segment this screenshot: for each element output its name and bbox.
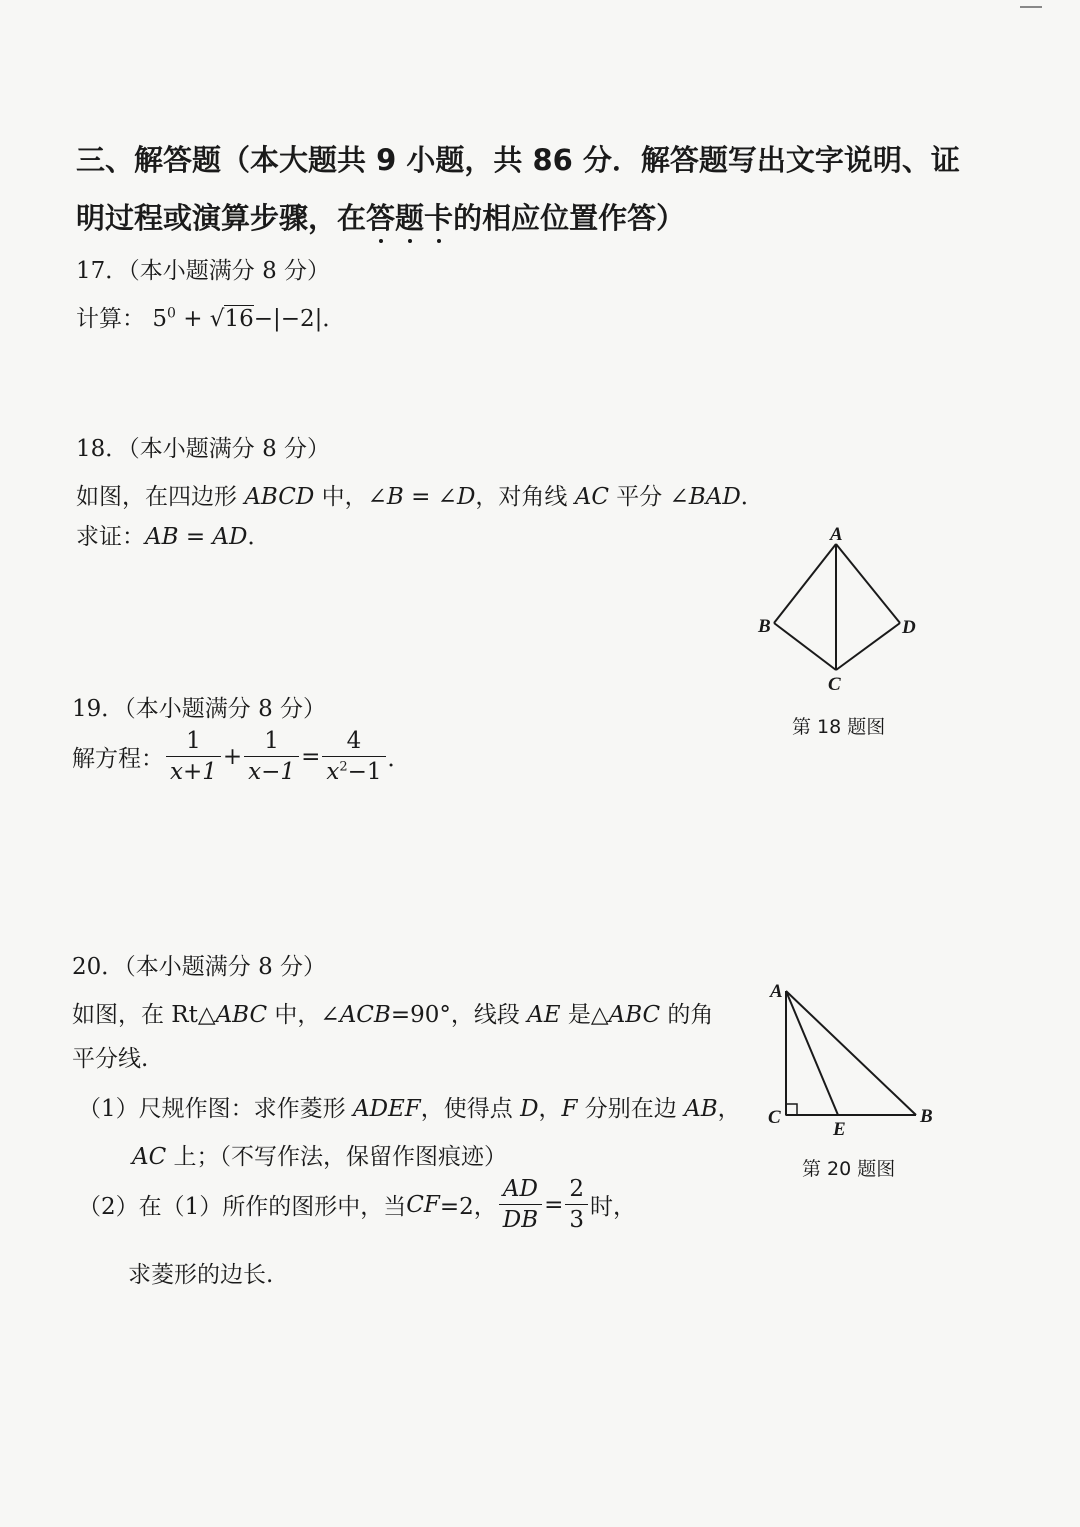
section-heading-text-a: 明过程或演算步骤，在	[76, 201, 367, 235]
q20-part2	[78, 1176, 636, 1233]
numerator: 1	[264, 728, 279, 754]
label-d: D	[902, 617, 916, 638]
q20-fraction-2-3	[565, 1176, 588, 1233]
q19-fraction-3	[322, 728, 385, 785]
q20-figure	[760, 975, 950, 1135]
q18-text: 中，	[314, 484, 368, 510]
q20-text: 的角	[660, 1002, 714, 1028]
emphasis-char: 卡	[424, 201, 454, 235]
q20-text: ，使得点	[420, 1096, 521, 1122]
segment-dc	[836, 623, 900, 670]
den-tail: −1	[347, 759, 382, 785]
label-b: B	[920, 1106, 933, 1127]
label-c: C	[768, 1107, 781, 1128]
q20-part2-line2: 求菱形的边长.	[128, 1262, 274, 1288]
q18-math: ∠B = ∠D	[367, 484, 476, 510]
q17-tail: −|−2|．	[253, 306, 346, 332]
denominator: x−1	[244, 756, 299, 785]
q20-text: 上；（不写作法，保留作图痕迹）	[166, 1144, 508, 1170]
numerator: AD	[502, 1176, 538, 1202]
q20-text: ，	[717, 1096, 741, 1122]
segment-bc	[774, 623, 836, 670]
q18-math: AC	[574, 484, 609, 510]
segment-ae	[786, 991, 838, 1115]
q18-text: ．	[740, 484, 764, 510]
q20-text: （1）尺规作图：求作菱形	[78, 1096, 353, 1122]
q17-body	[76, 300, 345, 333]
label-a: A	[770, 981, 783, 1002]
q17-base: 5	[152, 306, 167, 332]
q20-part1	[78, 1090, 741, 1123]
q20-text: ，	[538, 1096, 562, 1122]
section-heading-text-b: 的相应位置作答）	[453, 201, 686, 235]
q17-exponent: 0	[166, 305, 176, 322]
q17-sqrt-arg: 16	[224, 306, 254, 332]
q18-prove	[76, 518, 270, 551]
q20-math: D	[520, 1096, 539, 1122]
emphasis-char: 答	[366, 201, 396, 235]
q20-text: =2，	[439, 1194, 497, 1220]
denominator	[322, 756, 385, 785]
q19-header: 19．（本小题满分 8 分）	[72, 696, 327, 722]
q18-text: ．	[247, 524, 271, 550]
q20-math: AE	[527, 1002, 561, 1028]
right-angle-mark	[786, 1104, 797, 1115]
q18-math: ABCD	[244, 484, 315, 510]
equals-sign: =	[544, 1191, 564, 1218]
segment-ab	[786, 991, 916, 1115]
q20-math: ∠ACB	[320, 1002, 391, 1028]
q20-line1	[72, 996, 713, 1029]
q17-prefix: 计算：	[76, 306, 145, 332]
section-heading-line1	[76, 138, 960, 179]
q17-plus: +	[183, 306, 203, 332]
scan-mark	[1020, 6, 1042, 8]
q18-prove-math: AB = AD	[145, 524, 248, 550]
q18-text: ，对角线	[475, 484, 575, 510]
q20-text: =90°，线段	[390, 1002, 528, 1028]
denominator: 3	[565, 1204, 588, 1233]
q20-math: CF	[406, 1191, 440, 1218]
q20-text: （2）在（1）所作的图形中，当	[78, 1194, 407, 1220]
numerator: 1	[186, 728, 201, 754]
q19-fraction-1	[166, 728, 221, 785]
q18-line1	[76, 478, 764, 511]
q20-math: AB	[684, 1096, 718, 1122]
den-exponent: 2	[339, 759, 348, 775]
emphasis-char: 题	[395, 201, 425, 235]
section-heading-line2	[76, 196, 685, 237]
den-base: x	[326, 759, 340, 785]
q18-text: 如图，在四边形	[76, 484, 245, 510]
q19-equation	[72, 728, 411, 785]
q20-text: 如图，在 Rt△	[72, 1002, 216, 1028]
q20-header: 20．（本小题满分 8 分）	[72, 954, 327, 980]
q18-prove-label: 求证：	[76, 524, 145, 550]
q18-figure	[750, 520, 930, 700]
label-c: C	[828, 674, 841, 695]
equals-sign: =	[301, 743, 321, 770]
q20-caption: 第 20 题图	[802, 1158, 896, 1180]
q20-line2: 平分线.	[72, 1046, 149, 1072]
label-e: E	[833, 1119, 846, 1135]
q18-caption: 第 18 题图	[792, 716, 886, 738]
q20-math: ADEF	[352, 1096, 421, 1122]
q20-math: ABC	[215, 1002, 268, 1028]
q20-text: 分别在边	[577, 1096, 685, 1122]
q20-math: AC	[132, 1144, 167, 1170]
period: ．	[387, 746, 411, 772]
q20-math: F	[561, 1096, 578, 1122]
label-a: A	[830, 524, 843, 545]
q20-text: 时，	[590, 1194, 637, 1220]
q20-math: ABC	[608, 1002, 661, 1028]
q20-text: 中，	[267, 1002, 321, 1028]
q17-header: 17．（本小题满分 8 分）	[76, 258, 331, 284]
q18-header: 18．（本小题满分 8 分）	[76, 436, 331, 462]
segment-ab	[774, 544, 836, 623]
label-b: B	[758, 616, 771, 637]
numerator: 2	[569, 1176, 585, 1202]
denominator: x+1	[166, 756, 221, 785]
q18-text: 平分	[608, 484, 670, 510]
denominator: DB	[499, 1204, 542, 1233]
section-heading-text: 三、解答题（本大题共 9 小题，共 86 分．解答题写出文字说明、证	[76, 143, 960, 177]
q20-part1-line2	[132, 1138, 507, 1171]
q18-math: ∠BAD	[669, 484, 741, 510]
sqrt-icon: √	[209, 306, 225, 332]
q20-text: 是△	[560, 1002, 609, 1028]
segment-ad	[836, 544, 900, 623]
numerator: 4	[346, 728, 362, 754]
q20-fraction-ad-db	[499, 1176, 542, 1233]
q19-prefix: 解方程：	[72, 746, 164, 772]
plus-sign: +	[222, 743, 243, 770]
q19-fraction-2	[244, 728, 299, 785]
